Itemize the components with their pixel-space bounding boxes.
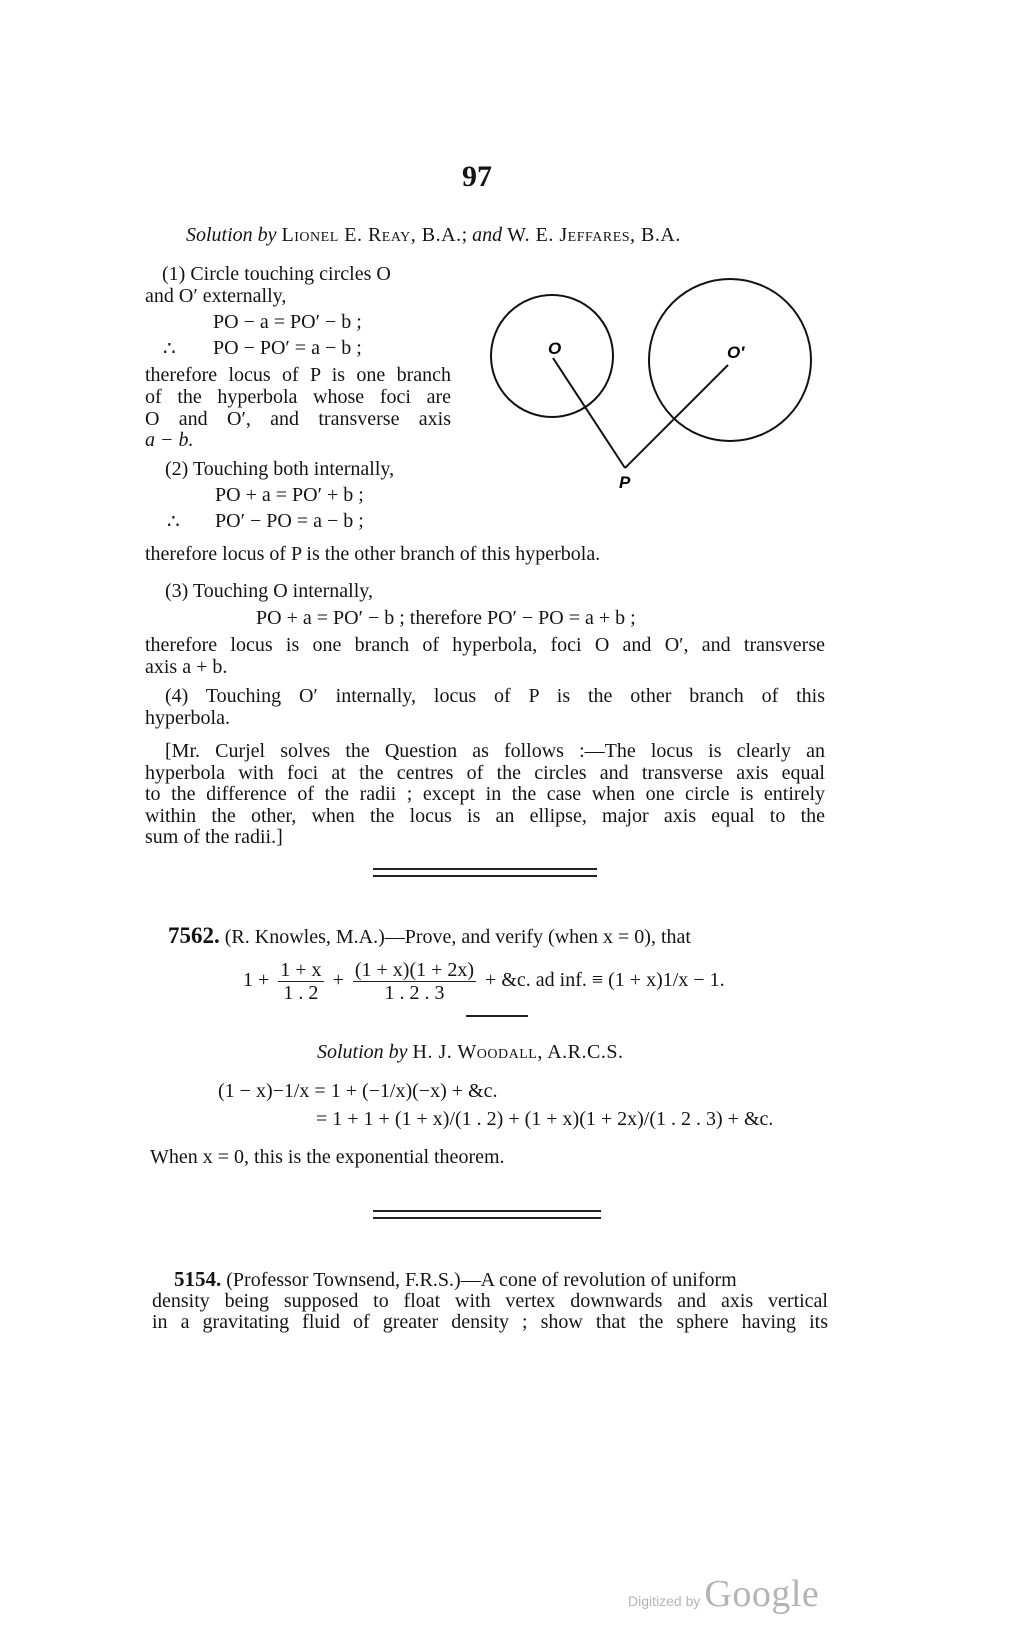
q5154-line3: in a gravitating fluid of greater density ; show that the sphere having its [152,1311,828,1333]
solution2-by-label: Solution by [317,1041,408,1063]
note-line2: hyperbola with foci at the centres of the circles and transverse axis equal [145,762,825,784]
separator-rule-2b [373,1217,601,1219]
page-number: 97 [462,160,492,193]
q7562-formula [243,958,725,1004]
case1-line6: a − b. [145,429,194,451]
q7562-number: 7562. [168,923,220,948]
case2-line1: (2) Touching both internally, [165,458,395,480]
note-line3: to the difference of the radii ; except in the case when one circle is entirely [145,783,825,805]
segment-o-prime-p [625,365,728,468]
formula-lead: 1 + [243,969,270,991]
case1-line1: (1) Circle touching circles O [162,263,391,285]
and-label: and [472,224,503,246]
q5154-text-line1: (Professor Townsend, F.R.S.)—A cone of revolution of uniform [226,1269,737,1291]
formula-tail: + &c. ad inf. ≡ (1 + x)1/x − 1. [485,969,725,991]
case1-line2: and O′ externally, [145,285,287,307]
solution2-line1: (1 − x)−1/x = 1 + (−1/x)(−x) + &c. [218,1080,498,1102]
case4-line2: hyperbola. [145,707,230,729]
case3-line1: (3) Touching O internally, [165,580,373,602]
digitized-watermark [628,1572,819,1616]
q7562-statement [168,925,691,948]
solution-by-label: Solution by [186,224,277,246]
heading-separator: ; [461,224,473,246]
separator-rule-1b [373,875,597,877]
case2-eq1: PO + a = PO′ + b ; [215,484,364,506]
case2-line2: therefore locus of P is the other branch of this hyperbola. [145,543,601,565]
solution-heading [186,224,681,246]
case1-line4: of the hyperbola whose foci are [145,386,451,408]
q5154-line2: density being supposed to float with vertex downwards and axis vertical [152,1290,828,1312]
note-line5: sum of the radii.] [145,826,283,848]
solution2-conclusion: When x = 0, this is the exponential theorem. [150,1146,505,1168]
case3-line3: axis a + b. [145,656,228,678]
case1-line5: O and O′, and transverse axis [145,408,451,430]
fraction-2-denominator: 1 . 2 . 3 [384,981,445,1004]
fraction-2-numerator: (1 + x)(1 + 2x) [354,958,475,981]
solution2-heading [317,1041,623,1063]
short-rule [466,1015,528,1017]
fraction-1-numerator: 1 + x [280,958,322,981]
formula-fraction-1 [278,959,323,1004]
author-jeffares: W. E. Jeffares, B.A. [507,224,681,246]
note-line4: within the other, when the locus is an ellipse, major axis equal to the [145,805,825,827]
author-woodall: H. J. Woodall, A.R.C.S. [412,1041,624,1063]
case2-eq2: PO′ − PO = a − b ; [215,510,364,532]
case1-eq1: PO − a = PO′ − b ; [213,311,362,333]
segment-op [553,358,625,468]
q7562-text: (R. Knowles, M.A.)—Prove, and verify (when x = 0), that [224,926,691,948]
solution2-line2: = 1 + 1 + (1 + x)/(1 . 2) + (1 + x)(1 + 2x)/(1 . 2 . 3) + &c. [316,1108,774,1130]
separator-rule-2a [373,1210,601,1212]
case4-line1: (4) Touching O′ internally, locus of P is the other branch of this [165,685,825,707]
case1-eq2: PO − PO′ = a − b ; [213,337,362,359]
formula-plus: + [332,969,344,991]
q5154-line1 [174,1268,828,1291]
case3-eq: PO + a = PO′ − b ; therefore PO′ − PO = a + b ; [256,607,636,629]
label-p: P [619,473,631,492]
case1-line3: therefore locus of P is one branch [145,364,451,386]
google-logo: Google [704,1573,820,1615]
label-o: O [548,339,562,358]
case1-therefore: ∴ [163,338,176,360]
separator-rule-1a [373,868,597,870]
author-reay: Lionel E. Reay, B.A. [281,224,462,246]
case3-line2: therefore locus is one branch of hyperbola, foci O and O′, and transverse [145,634,825,656]
watermark-prefix: Digitized by [628,1593,701,1609]
note-line1: [Mr. Curjel solves the Question as follows :—The locus is clearly an [165,740,825,762]
label-o-prime: O′ [727,343,745,362]
q5154-number: 5154. [174,1267,222,1291]
fraction-1-denominator: 1 . 2 [283,981,319,1004]
two-circles-figure [480,270,840,500]
formula-fraction-2 [353,959,476,1004]
case2-therefore: ∴ [167,511,180,533]
